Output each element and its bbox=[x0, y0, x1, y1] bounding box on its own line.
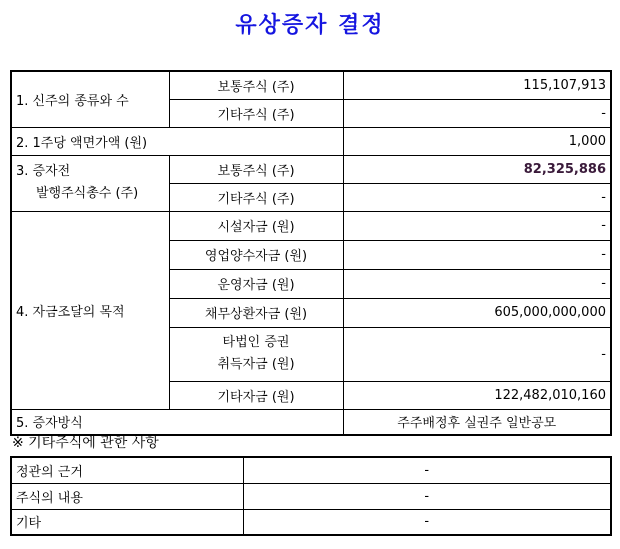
value-operating-funds: - bbox=[343, 269, 611, 298]
sub-label-common-shares: 보통주식 (주) bbox=[169, 71, 343, 99]
sub-label-other-funds: 기타자금 (원) bbox=[169, 381, 343, 409]
table-row bbox=[11, 211, 611, 240]
main-table bbox=[10, 70, 612, 436]
table-row bbox=[11, 457, 611, 483]
table-row bbox=[11, 509, 611, 535]
row-label-share-content: 주식의 내용 bbox=[11, 483, 243, 509]
page-title: 유상증자 결정 bbox=[235, 12, 385, 38]
row-label-funding-purpose: 4. 자금조달의 목적 bbox=[11, 211, 169, 409]
sub-label-operating-funds: 운영자금 (원) bbox=[169, 269, 343, 298]
row-label-line2: 발행주식총수 (주) bbox=[36, 186, 139, 201]
sub-label-facility-funds: 시설자금 (원) bbox=[169, 211, 343, 240]
table-row bbox=[11, 483, 611, 509]
sub-label-common-shares-before: 보통주식 (주) bbox=[169, 155, 343, 183]
row-label-articles-basis: 정관의 근거 bbox=[11, 457, 243, 483]
note-heading: ※ 기타주식에 관한 사항 bbox=[12, 435, 159, 451]
value-par-value: 1,000 bbox=[343, 127, 611, 155]
sub-label-business-acquisition-funds: 영업양수자금 (원) bbox=[169, 240, 343, 269]
row-label-shares-before-increase bbox=[11, 155, 169, 211]
sub-label-line1: 타법인 증권 bbox=[222, 335, 290, 350]
row-label-share-type: 1. 신주의 종류와 수 bbox=[11, 71, 169, 127]
value-facility-funds: - bbox=[343, 211, 611, 240]
table-row bbox=[11, 71, 611, 99]
value-articles-basis: - bbox=[243, 457, 611, 483]
sub-label-other-shares: 기타주식 (주) bbox=[169, 99, 343, 127]
value-other-funds: 122,482,010,160 bbox=[343, 381, 611, 409]
sub-label-securities-acquisition-funds bbox=[169, 327, 343, 381]
table-row bbox=[11, 127, 611, 155]
sub-label-debt-repayment-funds: 채무상환자금 (원) bbox=[169, 298, 343, 327]
other-shares-table bbox=[10, 456, 612, 536]
value-issuance-method: 주주배정후 실권주 일반공모 bbox=[343, 409, 611, 435]
sub-label-line2: 취득자금 (원) bbox=[217, 357, 295, 372]
row-label-other: 기타 bbox=[11, 509, 243, 535]
value-other: - bbox=[243, 509, 611, 535]
value-other-shares: - bbox=[343, 99, 611, 127]
value-share-content: - bbox=[243, 483, 611, 509]
row-label-par-value: 2. 1주당 액면가액 (원) bbox=[11, 127, 343, 155]
value-common-shares: 115,107,913 bbox=[343, 71, 611, 99]
value-common-shares-before: 82,325,886 bbox=[343, 155, 611, 183]
value-securities-acquisition-funds: - bbox=[343, 327, 611, 381]
table-row bbox=[11, 155, 611, 183]
row-label-issuance-method: 5. 증자방식 bbox=[11, 409, 343, 435]
row-label-line1: 3. 증자전 bbox=[16, 164, 71, 179]
value-business-acquisition-funds: - bbox=[343, 240, 611, 269]
sub-label-other-shares-before: 기타주식 (주) bbox=[169, 183, 343, 211]
value-other-shares-before: - bbox=[343, 183, 611, 211]
value-debt-repayment-funds: 605,000,000,000 bbox=[343, 298, 611, 327]
